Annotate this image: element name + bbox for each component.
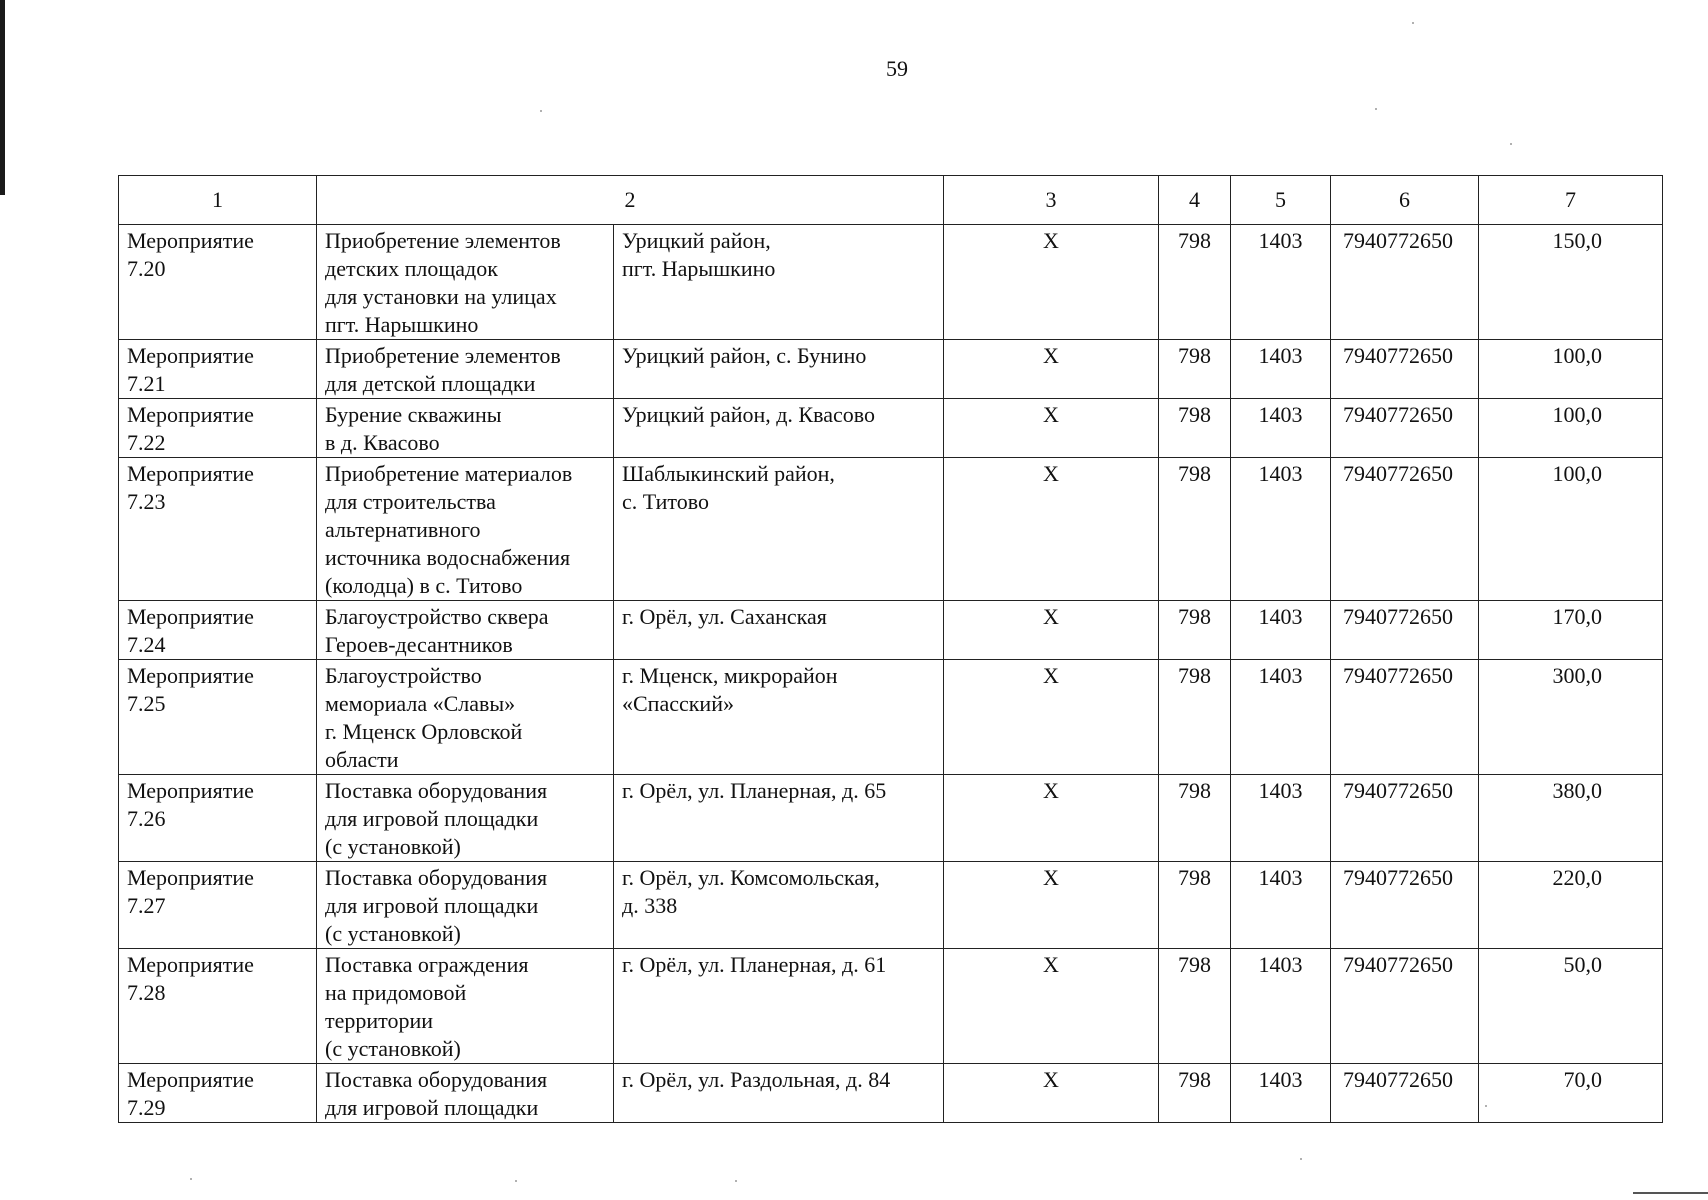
event-cell: Мероприятие 7.29: [119, 1064, 317, 1123]
name-cell: Благоустройство мемориала «Славы» г. Мценск Орловской области: [317, 660, 614, 775]
table-row: [119, 399, 1663, 458]
col5-cell: 1403: [1231, 775, 1331, 862]
scan-speck: [1300, 1158, 1302, 1160]
place-cell: г. Орёл, ул. Комсомольская, д. 338: [614, 862, 944, 949]
scan-speck: [1375, 108, 1377, 110]
col5-cell: 1403: [1231, 862, 1331, 949]
event-cell: Мероприятие 7.25: [119, 660, 317, 775]
page-number: 59: [886, 56, 908, 81]
table-row: [119, 862, 1663, 949]
col5-cell: 1403: [1231, 949, 1331, 1064]
name-cell: Поставка оборудования для игровой площадки: [317, 1064, 614, 1123]
header-cell: 6: [1331, 176, 1479, 225]
col6-cell: 7940772650: [1331, 1064, 1479, 1123]
col7-cell: 100,0: [1479, 399, 1663, 458]
col5-cell: 1403: [1231, 458, 1331, 601]
scan-speck: [735, 1180, 737, 1182]
table-row: [119, 949, 1663, 1064]
col4-cell: 798: [1159, 399, 1231, 458]
col7-cell: 220,0: [1479, 862, 1663, 949]
col3-cell: Х: [944, 340, 1159, 399]
event-cell: Мероприятие 7.20: [119, 225, 317, 340]
col4-cell: 798: [1159, 862, 1231, 949]
scan-speck: [540, 110, 542, 112]
col4-cell: 798: [1159, 601, 1231, 660]
col5-cell: 1403: [1231, 225, 1331, 340]
name-cell: Бурение скважины в д. Квасово: [317, 399, 614, 458]
place-cell: г. Мценск, микрорайон «Спасский»: [614, 660, 944, 775]
place-cell: г. Орёл, ул. Планерная, д. 65: [614, 775, 944, 862]
col6-cell: 7940772650: [1331, 458, 1479, 601]
table-row: [119, 601, 1663, 660]
col6-cell: 7940772650: [1331, 775, 1479, 862]
col4-cell: 798: [1159, 660, 1231, 775]
col4-cell: 798: [1159, 1064, 1231, 1123]
col3-cell: Х: [944, 458, 1159, 601]
event-cell: Мероприятие 7.23: [119, 458, 317, 601]
col6-cell: 7940772650: [1331, 660, 1479, 775]
event-cell: Мероприятие 7.28: [119, 949, 317, 1064]
col7-cell: 100,0: [1479, 458, 1663, 601]
col3-cell: Х: [944, 1064, 1159, 1123]
header-cell: 4: [1159, 176, 1231, 225]
col3-cell: Х: [944, 399, 1159, 458]
col5-cell: 1403: [1231, 399, 1331, 458]
col7-cell: 170,0: [1479, 601, 1663, 660]
scan-speck: [1412, 22, 1414, 24]
place-cell: г. Орёл, ул. Планерная, д. 61: [614, 949, 944, 1064]
col5-cell: 1403: [1231, 601, 1331, 660]
name-cell: Поставка оборудования для игровой площадки (с установкой): [317, 775, 614, 862]
col4-cell: 798: [1159, 458, 1231, 601]
col7-cell: 70,0: [1479, 1064, 1663, 1123]
place-cell: Шаблыкинский район, с. Титово: [614, 458, 944, 601]
col6-cell: 7940772650: [1331, 601, 1479, 660]
col4-cell: 798: [1159, 225, 1231, 340]
col7-cell: 150,0: [1479, 225, 1663, 340]
name-cell: Благоустройство сквера Героев-десантников: [317, 601, 614, 660]
table-row: [119, 340, 1663, 399]
event-cell: Мероприятие 7.21: [119, 340, 317, 399]
col5-cell: 1403: [1231, 1064, 1331, 1123]
table-row: [119, 660, 1663, 775]
header-cell: 3: [944, 176, 1159, 225]
col4-cell: 798: [1159, 775, 1231, 862]
place-cell: Урицкий район, с. Бунино: [614, 340, 944, 399]
header-cell: 1: [119, 176, 317, 225]
place-cell: г. Орёл, ул. Саханская: [614, 601, 944, 660]
col3-cell: Х: [944, 949, 1159, 1064]
col7-cell: 100,0: [1479, 340, 1663, 399]
table-row: [119, 458, 1663, 601]
event-cell: Мероприятие 7.24: [119, 601, 317, 660]
col4-cell: 798: [1159, 949, 1231, 1064]
col6-cell: 7940772650: [1331, 949, 1479, 1064]
col6-cell: 7940772650: [1331, 340, 1479, 399]
place-cell: г. Орёл, ул. Раздольная, д. 84: [614, 1064, 944, 1123]
col3-cell: Х: [944, 775, 1159, 862]
header-cell: 7: [1479, 176, 1663, 225]
scan-speck: [190, 1178, 192, 1180]
table-row: [119, 775, 1663, 862]
table-row: [119, 225, 1663, 340]
budget-table: [118, 175, 1663, 1123]
table-row: [119, 1064, 1663, 1123]
col5-cell: 1403: [1231, 340, 1331, 399]
header-row: [119, 176, 1663, 225]
col7-cell: 380,0: [1479, 775, 1663, 862]
event-cell: Мероприятие 7.22: [119, 399, 317, 458]
col6-cell: 7940772650: [1331, 225, 1479, 340]
event-cell: Мероприятие 7.27: [119, 862, 317, 949]
name-cell: Приобретение элементов для детской площадки: [317, 340, 614, 399]
scan-speck: [1510, 143, 1512, 145]
binder-edge-mark: [0, 0, 5, 195]
name-cell: Приобретение элементов детских площадок для установки на улицах пгт. Нарышкино: [317, 225, 614, 340]
place-cell: Урицкий район, пгт. Нарышкино: [614, 225, 944, 340]
header-cell: 2: [317, 176, 944, 225]
name-cell: Приобретение материалов для строительства альтернативного источника водоснабжения (колодца) в с. Титово: [317, 458, 614, 601]
col5-cell: 1403: [1231, 660, 1331, 775]
col3-cell: Х: [944, 862, 1159, 949]
header-cell: 5: [1231, 176, 1331, 225]
scan-speck: [515, 1180, 517, 1182]
name-cell: Поставка ограждения на придомовой территории (с установкой): [317, 949, 614, 1064]
name-cell: Поставка оборудования для игровой площадки (с установкой): [317, 862, 614, 949]
col3-cell: Х: [944, 225, 1159, 340]
col3-cell: Х: [944, 601, 1159, 660]
col6-cell: 7940772650: [1331, 399, 1479, 458]
col6-cell: 7940772650: [1331, 862, 1479, 949]
col4-cell: 798: [1159, 340, 1231, 399]
col7-cell: 50,0: [1479, 949, 1663, 1064]
col3-cell: Х: [944, 660, 1159, 775]
corner-rule: [1633, 1192, 1708, 1194]
col7-cell: 300,0: [1479, 660, 1663, 775]
place-cell: Урицкий район, д. Квасово: [614, 399, 944, 458]
event-cell: Мероприятие 7.26: [119, 775, 317, 862]
